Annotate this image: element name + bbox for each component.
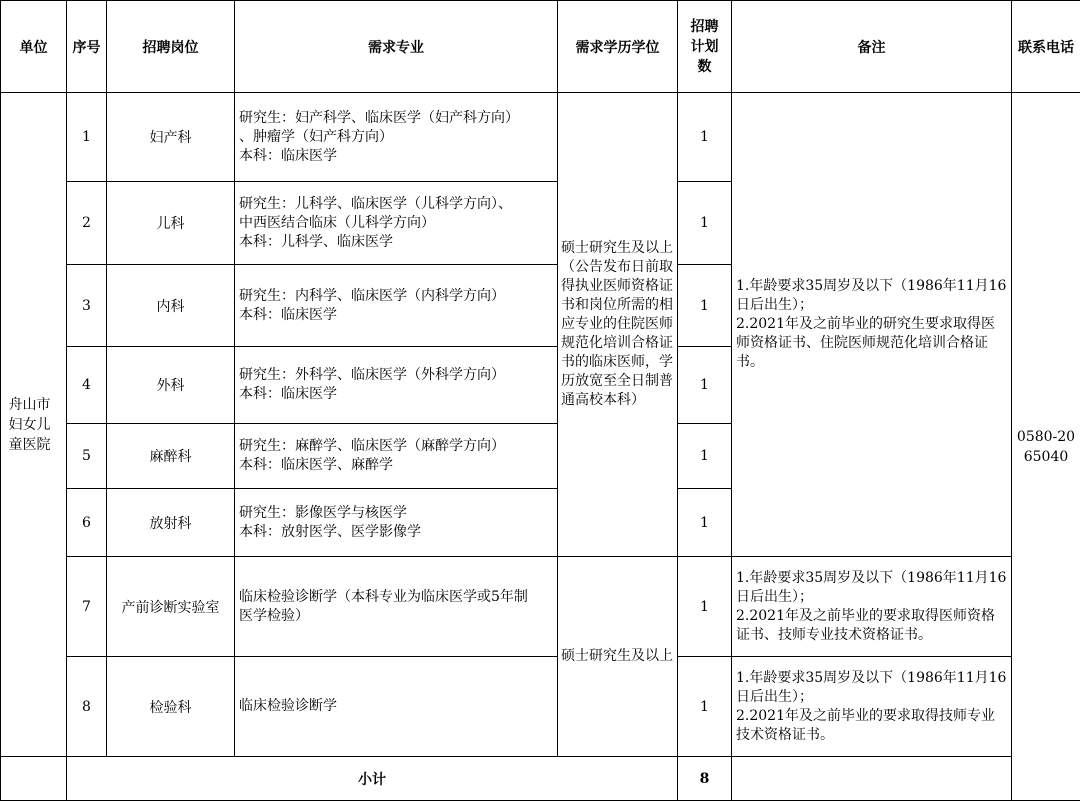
subtotal-label: 小计 <box>67 757 678 801</box>
count-cell: 1 <box>678 93 732 182</box>
seq-cell: 4 <box>67 347 107 424</box>
subtotal-note-cell <box>732 757 1012 801</box>
note-line: 1.年龄要求35周岁及以下（1986年11月16日后出生）； <box>736 569 1007 605</box>
major-line: 、肿瘤学（妇产科方向） <box>239 128 393 145</box>
seq-cell: 5 <box>67 424 107 489</box>
major-cell <box>235 265 558 347</box>
major-cell <box>235 657 558 757</box>
seq-cell: 8 <box>67 657 107 757</box>
position-cell: 儿科 <box>107 182 235 265</box>
note-cell <box>732 557 1012 657</box>
degree-cell <box>558 93 678 557</box>
note-line: 2.2021年及之前毕业的要求取得技师专业技术资格证书。 <box>736 707 995 743</box>
position-cell: 放射科 <box>107 489 235 557</box>
major-line: 中西医结合临床（儿科学方向） <box>239 214 435 231</box>
phone-cell <box>1012 93 1080 801</box>
major-cell <box>235 347 558 424</box>
header-row <box>1 1 1080 93</box>
header-seq: 序号 <box>67 1 107 93</box>
note-cell <box>732 93 1012 557</box>
major-line: 本科：儿科学、临床医学 <box>239 233 393 250</box>
unit-name: 舟山市妇女儿童医院 <box>8 396 51 453</box>
seq-cell: 6 <box>67 489 107 557</box>
header-unit: 单位 <box>1 1 67 93</box>
position-cell: 产前诊断实验室 <box>107 557 235 657</box>
major-line: 本科：临床医学 <box>239 147 337 164</box>
header-major: 需求专业 <box>235 1 558 93</box>
note-line: 2.2021年及之前毕业的要求取得医师资格证书、技师专业技术资格证书。 <box>736 607 995 643</box>
major-line: 本科：临床医学、麻醉学 <box>239 457 393 473</box>
seq-cell: 1 <box>67 93 107 182</box>
major-cell <box>235 489 558 557</box>
major-line: 研究生：影像医学与核医学 <box>239 504 407 521</box>
major-line: 临床检验诊断学（本科专业为临床医学或5年制 <box>239 588 528 605</box>
major-cell <box>235 93 558 182</box>
major-line: 研究生：外科学、临床医学（外科学方向） <box>239 367 505 383</box>
note-line: 1.年龄要求35周岁及以下（1986年11月16日后出生）； <box>736 278 1007 313</box>
note-line: 2.2021年及之前毕业的研究生要求取得医师资格证书、住院医师规范化培训合格证书。 <box>736 316 995 370</box>
degree-cell <box>558 557 678 757</box>
position-cell: 麻醉科 <box>107 424 235 489</box>
subtotal-unit-cell <box>1 757 67 801</box>
count-cell: 1 <box>678 424 732 489</box>
unit-name-cell <box>1 93 67 757</box>
major-line: 研究生：麻醉学、临床医学（麻醉学方向） <box>239 438 505 454</box>
count-cell: 1 <box>678 489 732 557</box>
major-line: 研究生：儿科学、临床医学（儿科学方向）、 <box>239 195 512 212</box>
header-note: 备注 <box>732 1 1012 93</box>
header-phone: 联系电话 <box>1012 1 1080 93</box>
major-line: 医学检验） <box>239 607 309 624</box>
major-cell <box>235 424 558 489</box>
table-row <box>1 557 1080 657</box>
position-cell: 检验科 <box>107 657 235 757</box>
note-cell <box>732 657 1012 757</box>
count-cell: 1 <box>678 265 732 347</box>
major-line: 本科：临床医学 <box>239 306 337 323</box>
major-line: 本科：临床医学 <box>239 386 337 402</box>
count-cell: 1 <box>678 347 732 424</box>
count-cell: 1 <box>678 657 732 757</box>
major-line: 研究生：内科学、临床医学（内科学方向） <box>239 287 505 304</box>
subtotal-count: 8 <box>678 757 732 801</box>
subtotal-row <box>1 757 1080 801</box>
seq-cell: 7 <box>67 557 107 657</box>
degree-text: 硕士研究生及以上 <box>561 648 673 664</box>
header-position: 招聘岗位 <box>107 1 235 93</box>
position-cell: 妇产科 <box>107 93 235 182</box>
position-cell: 内科 <box>107 265 235 347</box>
count-cell: 1 <box>678 557 732 657</box>
major-line: 研究生：妇产科学、临床医学（妇产科方向） <box>239 109 519 126</box>
count-cell: 1 <box>678 182 732 265</box>
major-line: 本科：放射医学、医学影像学 <box>239 523 421 540</box>
table-row <box>1 93 1080 182</box>
major-cell <box>235 557 558 657</box>
table-row <box>1 657 1080 757</box>
seq-cell: 2 <box>67 182 107 265</box>
header-plan: 招聘计划数 <box>678 1 732 93</box>
seq-cell: 3 <box>67 265 107 347</box>
degree-text: 硕士研究生及以上（公告发布日前取得执业医师资格证书和岗位所需的相应专业的住院医师规范化培训合格证书的临床医师，学历放宽至全日制普通高校本科） <box>561 240 673 408</box>
major-line: 临床检验诊断学 <box>239 698 337 714</box>
position-cell: 外科 <box>107 347 235 424</box>
major-cell <box>235 182 558 265</box>
header-degree: 需求学历学位 <box>558 1 678 93</box>
note-line: 1.年龄要求35周岁及以下（1986年11月16日后出生）； <box>736 669 1007 705</box>
phone-number: 0580-2065040 <box>1016 428 1076 465</box>
